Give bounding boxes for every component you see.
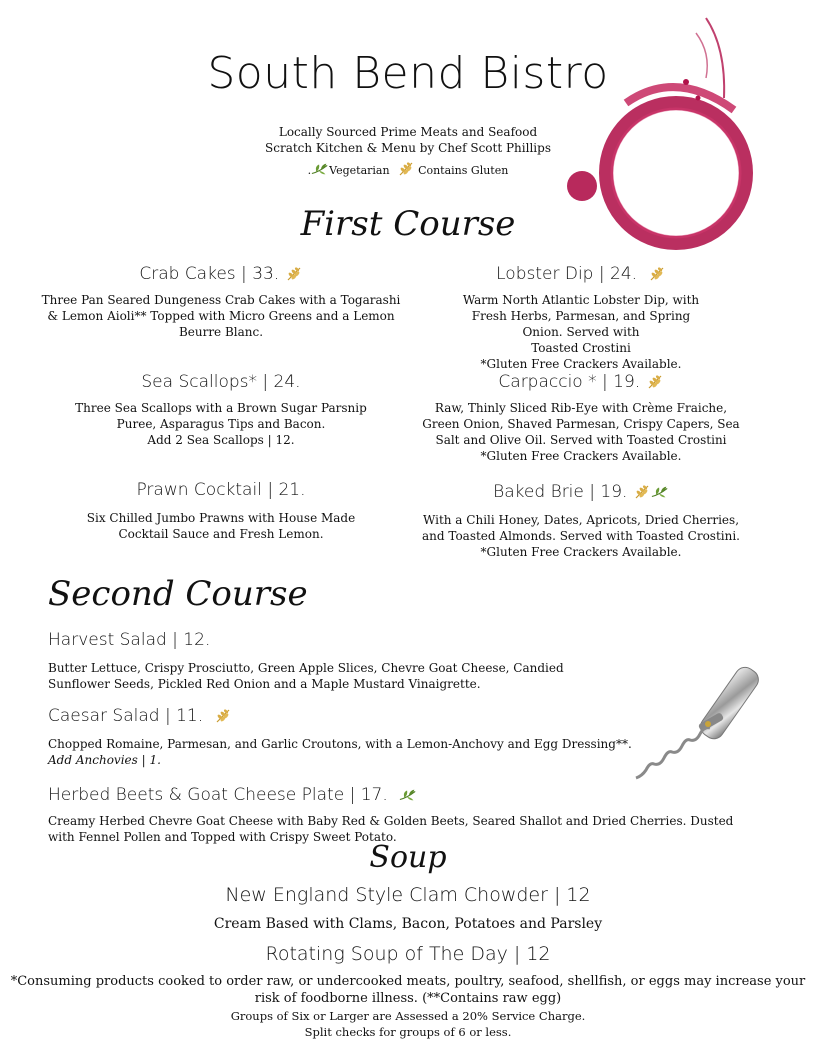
item-addon: Add 2 Sea Scallops | 12.: [147, 433, 295, 447]
item-name: Harvest Salad | 12.: [48, 630, 211, 650]
gluten-wheat-icon: [397, 162, 415, 176]
gluten-wheat-icon: [633, 485, 651, 499]
menu-item-prawn-cocktail: [40, 480, 402, 542]
item-name: Crab Cakes | 33.: [139, 264, 280, 284]
item-description-line: Toasted Crostini: [531, 341, 631, 355]
item-addon: Add Anchovies | 1.: [48, 753, 161, 767]
vegetarian-leaf-icon: [399, 788, 417, 802]
item-description: Butter Lettuce, Crispy Prosciutto, Green Apple Slices, Chevre Goat Cheese, Candied Sunflower Seeds, Pickled Red Onion and a Maple Mustard Vinaigrette.: [48, 661, 564, 691]
service-charge-note: Groups of Six or Larger are Assessed a 20% Service Charge.: [230, 1009, 586, 1023]
item-name: Carpaccio * | 19.: [498, 372, 641, 392]
item-description: Six Chilled Jumbo Prawns with House Made Cocktail Sauce and Fresh Lemon.: [86, 511, 356, 541]
dietary-legend: [0, 162, 816, 177]
gluten-free-note: *Gluten Free Crackers Available.: [480, 545, 682, 559]
item-name: Caesar Salad | 11.: [48, 706, 204, 726]
second-course-heading: Second Course: [48, 574, 308, 614]
menu-item-caesar-salad: [48, 706, 748, 768]
item-description: Chopped Romaine, Parmesan, and Garlic Croutons, with a Lemon-Anchovy and Egg Dressing**.: [48, 737, 632, 751]
menu-item-lobster-dip: [410, 264, 752, 372]
soup-item-clam-chowder: New England Style Clam Chowder | 12: [225, 884, 591, 906]
legend-gluten-label: Contains Gluten: [418, 164, 509, 177]
gluten-wheat-icon: [285, 267, 303, 281]
item-name: Baked Brie | 19.: [493, 482, 628, 502]
item-description-line: Green Onion, Shaved Parmesan, Crispy Capers, Sea Salt and Olive Oil. Served with Toasted Crostini: [422, 417, 740, 447]
vegetarian-leaf-icon: [311, 162, 329, 176]
legend-prefix: .: [307, 164, 312, 177]
item-description: Raw, Thinly Sliced Rib-Eye with Crème Fraiche,: [434, 401, 728, 415]
item-name: Prawn Cocktail | 21.: [136, 480, 306, 500]
gluten-free-note: *Gluten Free Crackers Available.: [480, 357, 682, 371]
item-description: Creamy Herbed Chevre Goat Cheese with Baby Red & Golden Beets, Seared Shallot and Dried Cherries. Dusted with Fennel Pollen and Topped with Crispy Sweet Potato.: [48, 814, 734, 844]
gluten-wheat-icon: [646, 375, 664, 389]
menu-item-carpaccio: [410, 372, 752, 464]
vegetarian-leaf-icon: [651, 485, 669, 499]
menu-item-harvest-salad: [48, 630, 748, 692]
gluten-wheat-icon: [648, 267, 666, 281]
menu-item-baked-brie: [410, 482, 752, 560]
item-name: Sea Scallops* | 24.: [141, 372, 301, 392]
tagline-sourcing: Locally Sourced Prime Meats and Seafood: [278, 125, 538, 139]
first-course-heading: First Course: [300, 204, 516, 244]
gluten-wheat-icon: [214, 709, 232, 723]
menu-item-sea-scallops: [40, 372, 402, 448]
tagline-chef: Scratch Kitchen & Menu by Chef Scott Phillips: [265, 141, 551, 155]
menu-item-herbed-beets: [48, 785, 748, 845]
item-description: Warm North Atlantic Lobster Dip, with Fresh Herbs, Parmesan, and Spring Onion. Served with: [462, 293, 700, 339]
item-name: Lobster Dip | 24.: [496, 264, 638, 284]
soup-heading: Soup: [369, 840, 447, 875]
item-description: Three Pan Seared Dungeness Crab Cakes with a Togarashi & Lemon Aioli** Topped with Micro Greens and a Lemon Beurre Blanc.: [41, 293, 401, 339]
gluten-free-note: *Gluten Free Crackers Available.: [480, 449, 682, 463]
restaurant-title: South Bend Bistro: [207, 48, 609, 99]
legend-vegetarian-label: Vegetarian: [329, 164, 390, 177]
soup-item-rotating: Rotating Soup of The Day | 12: [265, 943, 551, 965]
menu-item-crab-cakes: [40, 264, 402, 340]
item-description: Three Sea Scallops with a Brown Sugar Parsnip Puree, Asparagus Tips and Bacon.: [75, 401, 367, 431]
item-name: Herbed Beets & Goat Cheese Plate | 17.: [48, 785, 388, 805]
soup-clam-chowder-description: Cream Based with Clams, Bacon, Potatoes and Parsley: [213, 916, 603, 932]
item-description: With a Chili Honey, Dates, Apricots, Dried Cherries, and Toasted Almonds. Served with Toasted Crostini.: [422, 513, 740, 543]
split-check-note: Split checks for groups of 6 or less.: [304, 1025, 512, 1039]
raw-food-warning: *Consuming products cooked to order raw, or undercooked meats, poultry, seafood, shellfish, or eggs may increase your risk of foodborne illness. (**Contains raw egg): [10, 974, 806, 1006]
